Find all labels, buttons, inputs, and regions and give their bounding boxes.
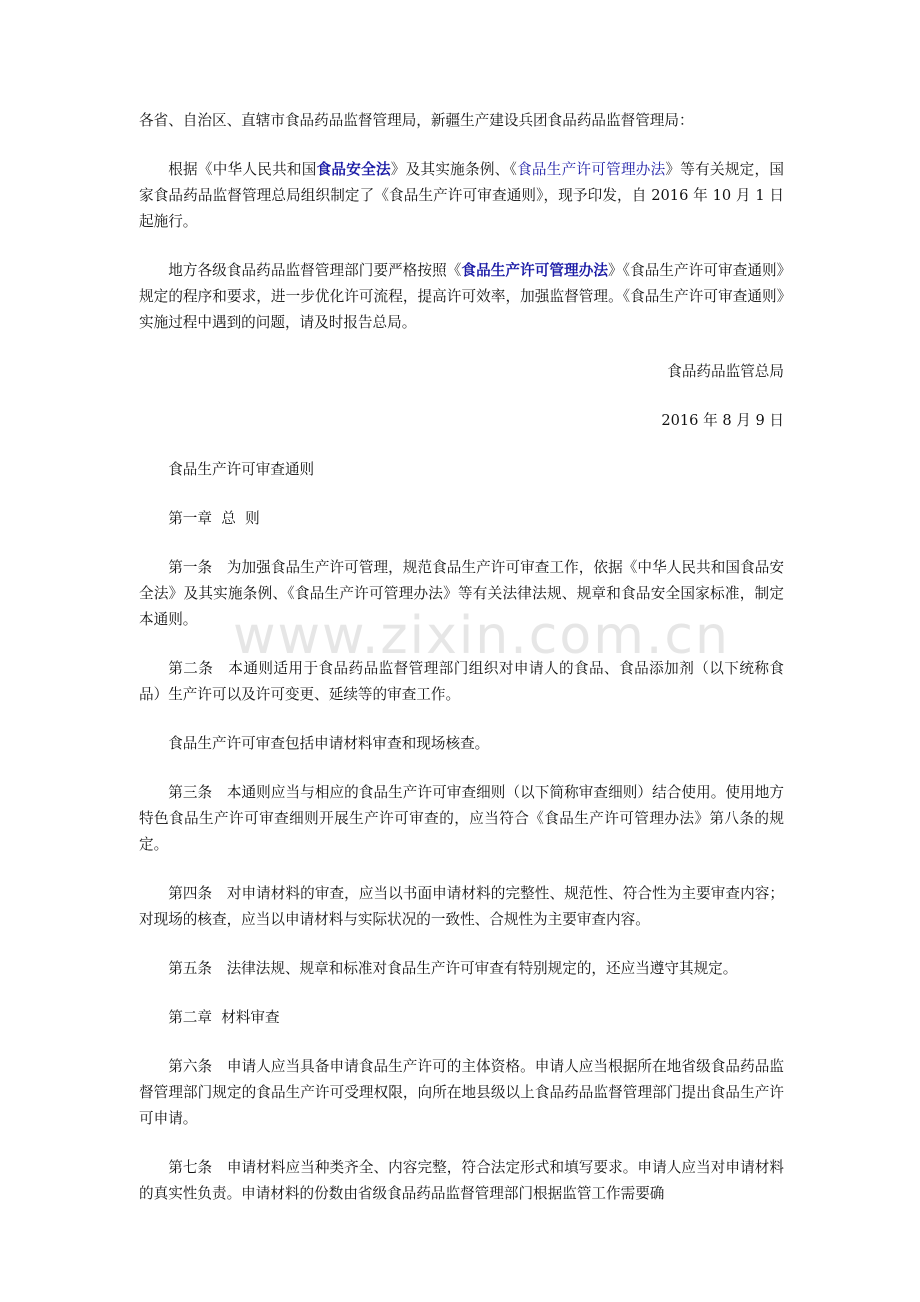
paragraph-1 — [139, 157, 784, 235]
issue-date: 2016 年 8 月 9 日 — [661, 412, 784, 429]
article-5: 第五条 法律法规、规章和标准对食品生产许可审查有特别规定的，还应当遵守其规定。 — [168, 960, 738, 977]
article-6: 第六条 申请人应当具备申请食品生产许可的主体资格。申请人应当根据所在地省级食品药品监督管理部门规定的食品生产许可受理权限，向所在地县级以上食品药品监督管理部门提出食品生产许可申请。 — [139, 1058, 784, 1127]
p2-text-a: 地方各级食品药品监督管理部门要严格按照《 — [168, 262, 462, 279]
food-safety-law-link[interactable]: 食品安全法 — [316, 161, 391, 178]
article-7: 第七条 申请材料应当种类齐全、内容完整，符合法定形式和填写要求。申请人应当对申请材料的真实性负责。申请材料的份数由省级食品药品监督管理部门根据监管工作需要确 — [139, 1159, 784, 1202]
signature: 食品药品监管总局 — [667, 363, 784, 380]
chapter-1-heading: 第一章 总 则 — [168, 510, 260, 527]
chapter-2-heading: 第二章 材料审查 — [168, 1009, 280, 1026]
licensing-measures-link[interactable]: 食品生产许可管理办法 — [517, 161, 666, 178]
article-3: 第三条 本通则应当与相应的食品生产许可审查细则（以下简称审查细则）结合使用。使用地方特色食品生产许可审查细则开展生产许可审查的，应当符合《食品生产许可管理办法》第八条的规定。 — [139, 784, 784, 853]
article-2: 第二条 本通则适用于食品药品监督管理部门组织对申请人的食品、食品添加剂（以下统称食品）生产许可以及许可变更、延续等的审查工作。 — [139, 660, 784, 703]
paragraph-2 — [139, 258, 784, 336]
article-4: 第四条 对申请材料的审查，应当以书面申请材料的完整性、规范性、符合性为主要审查内容；对现场的核查，应当以申请材料与实际状况的一致性、合规性为主要审查内容。 — [139, 885, 784, 928]
licensing-measures-link-2[interactable]: 食品生产许可管理办法 — [461, 262, 609, 279]
p2-text-b: 》《食品生产许可审查通则》规定的程序和要求，进一步优化许可流程，提高许可效率，加强监督管理。《食品生产许可审查通则》实施过程中遇到的问题，请及时报告总局。 — [139, 262, 784, 331]
p1-text-b: 》及其实施条例、《 — [390, 161, 518, 178]
watermark: www.zixin.com.cn — [233, 606, 730, 666]
document-body — [139, 108, 784, 1230]
p1-text-a: 根据《中华人民共和国 — [168, 161, 317, 178]
p1-text-c: 》等有关规定，国家食品药品监督管理总局组织制定了《食品生产许可审查通则》，现予印发，自 2016 年 10 月 1 日起施行。 — [139, 161, 784, 230]
salutation: 各省、自治区、直辖市食品药品监督管理局，新疆生产建设兵团食品药品监督管理局： — [139, 112, 694, 129]
article-2-extra: 食品生产许可审查包括申请材料审查和现场核查。 — [168, 735, 490, 752]
article-1: 第一条 为加强食品生产许可管理，规范食品生产许可审查工作，依据《中华人民共和国食品安全法》及其实施条例、《食品生产许可管理办法》等有关法律法规、规章和食品安全国家标准，制定本通则。 — [139, 559, 784, 628]
document-title: 食品生产许可审查通则 — [168, 461, 315, 478]
